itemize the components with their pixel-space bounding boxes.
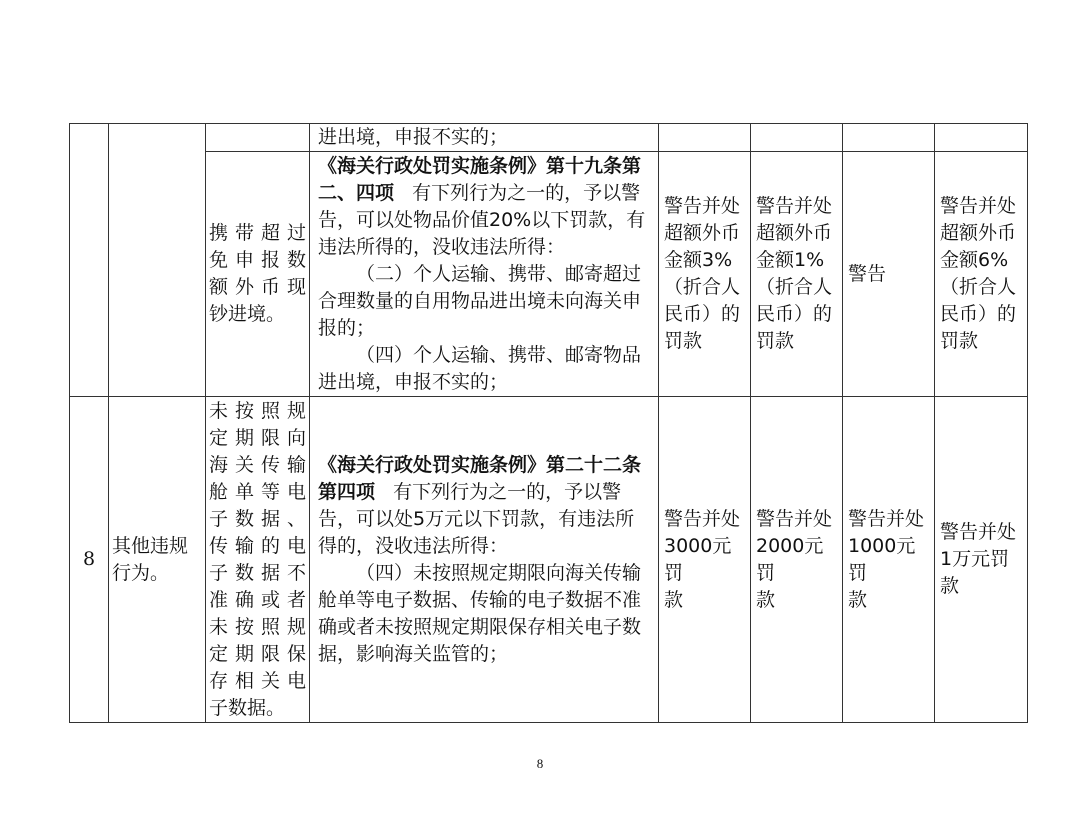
penalty-line: 罚款	[940, 330, 979, 352]
penalty-line: 民币）的	[664, 303, 741, 325]
type-line: 行为。	[112, 561, 170, 584]
law-text-cell	[310, 124, 659, 152]
act-line: 海关传输	[209, 453, 306, 476]
penalty-line: 警告并处	[756, 195, 833, 217]
act-line: 定期限向	[209, 426, 306, 449]
penalty-line: 1000元罚	[848, 534, 916, 584]
penalty-line: 民币）的	[940, 303, 1017, 325]
penalty-line: 警告	[848, 262, 887, 285]
law-item: （四）个人运输、携带、邮寄物品进出境，申报不实的；	[318, 343, 642, 393]
act-line: 子数据、	[209, 507, 306, 530]
act-line: 舱单等电	[209, 480, 306, 503]
type-line: 其他违规	[112, 534, 189, 557]
violation-type-cell	[109, 397, 206, 723]
penalty-line: 款	[664, 588, 684, 611]
law-item: （四）未按照规定期限向海关传输舱单等电子数据、传输的电子数据不准确或者未按照规定期限保存相关电子数据，影响海关监管的；	[318, 561, 642, 665]
penalty-line: 超额外币	[940, 222, 1017, 244]
penalty-line: 警告并处	[756, 507, 833, 530]
act-line: 额外币现	[209, 276, 306, 298]
penalty-line: （折合人	[756, 276, 833, 298]
penalty-cell	[843, 397, 935, 723]
penalty-line: 金额6%	[940, 249, 1009, 271]
act-line: 携带超过	[209, 222, 306, 244]
penalty-line: （折合人	[940, 276, 1017, 298]
act-line: 准确或者	[209, 588, 306, 611]
penalty-line: 警告并处	[664, 195, 741, 217]
row-number-cell	[70, 124, 109, 397]
act-line: 存相关电	[209, 669, 306, 692]
penalty-line: 款	[848, 588, 868, 611]
law-item: （二）个人运输、携带、邮寄超过合理数量的自用物品进出境未向海关申报的；	[318, 262, 642, 339]
act-line: 子数据不	[209, 561, 306, 584]
penalty-line: 3000元罚	[664, 534, 732, 584]
penalty-line: 超额外币	[664, 222, 741, 244]
penalty-line: 警告并处	[940, 521, 1017, 543]
penalty-line: 民币）的	[756, 303, 833, 325]
violation-act-cell	[206, 152, 310, 397]
act-line: 子数据。	[209, 696, 286, 719]
penalty-cell	[659, 124, 751, 152]
penalty-cell	[935, 124, 1028, 152]
penalty-cell	[843, 152, 935, 397]
law-intro: 有下列行为之一的，予以警告，可以处物品价值20%以下罚款，有违法所得的，没收违法所得：	[318, 181, 646, 258]
penalty-line: 警告并处	[848, 507, 925, 530]
act-line: 未按照规	[209, 399, 306, 422]
act-line: 定期限保	[209, 642, 306, 665]
penalty-line: 警告并处	[940, 195, 1017, 217]
penalty-cell	[659, 397, 751, 723]
penalty-cell	[751, 124, 843, 152]
penalty-line: 罚款	[664, 330, 703, 352]
table-row	[70, 397, 1028, 723]
law-text-continued: 进出境，申报不实的；	[318, 126, 509, 148]
penalty-line: 2000元罚	[756, 534, 824, 584]
penalty-line: 1万元罚	[940, 548, 1010, 570]
penalty-line: 警告并处	[664, 507, 741, 530]
row-number-cell: 8	[70, 397, 109, 723]
penalty-cell	[751, 152, 843, 397]
table-row	[70, 152, 1028, 397]
penalty-table	[69, 123, 1028, 723]
penalty-cell	[935, 152, 1028, 397]
penalty-cell	[935, 397, 1028, 723]
act-line: 未按照规	[209, 615, 306, 638]
violation-type-cell	[109, 124, 206, 397]
penalty-cell	[751, 397, 843, 723]
violation-act-cell	[206, 397, 310, 723]
law-intro: 有下列行为之一的，予以警告，可以处5万元以下罚款，有违法所得的，没收违法所得：	[318, 480, 635, 557]
act-line: 免申报数	[209, 249, 306, 271]
law-title: 《海关行政处罚实施条例》第十九条第二、四项	[318, 154, 642, 204]
act-line: 传输的电	[209, 534, 306, 557]
law-text-cell	[310, 397, 659, 723]
penalty-line: 金额3%	[664, 249, 733, 271]
penalty-cell	[843, 124, 935, 152]
penalty-line: 款	[940, 575, 960, 597]
act-line: 钞进境。	[209, 303, 286, 325]
page-number: 8	[536, 756, 544, 771]
penalty-line: 罚款	[756, 330, 795, 352]
penalty-cell	[659, 152, 751, 397]
law-text-cell	[310, 152, 659, 397]
penalty-line: 款	[756, 588, 776, 611]
penalty-line: 金额1%	[756, 249, 825, 271]
violation-act-cell	[206, 124, 310, 152]
law-title: 《海关行政处罚实施条例》第二十二条第四项	[318, 453, 642, 503]
penalty-line: 超额外币	[756, 222, 833, 244]
penalty-line: （折合人	[664, 276, 741, 298]
table-row	[70, 124, 1028, 152]
